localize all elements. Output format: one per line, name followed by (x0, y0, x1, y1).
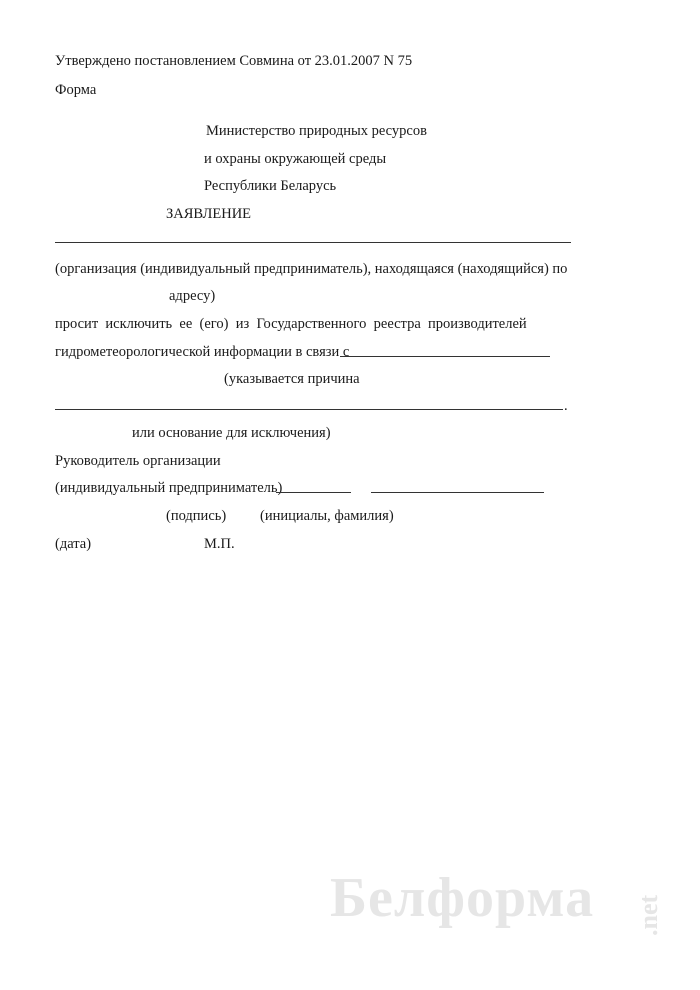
document-title: ЗАЯВЛЕНИЕ (166, 206, 252, 222)
name-fill-line[interactable] (371, 492, 544, 493)
reason-fill-line-inline[interactable] (340, 356, 550, 357)
signature-fill-line[interactable] (276, 492, 351, 493)
organization-hint: (организация (индивидуальный предприниматель), находящаяся (находящийся) по (55, 261, 568, 277)
stamp-label: М.П. (204, 536, 235, 552)
request-line-2: гидрометеорологической информации в связи с (55, 344, 353, 360)
period-mark: . (564, 398, 568, 414)
form-label: Форма (55, 82, 97, 98)
addressee-line-1: Министерство природных ресурсов (206, 123, 427, 139)
date-hint: (дата) (55, 536, 92, 552)
name-hint: (инициалы, фамилия) (260, 508, 394, 524)
addressee-line-2: и охраны окружающей среды (204, 151, 387, 167)
head-label: Руководитель организации (55, 453, 221, 469)
approval-line: Утверждено постановлением Совмина от 23.01.2007 N 75 (55, 53, 413, 69)
watermark-logo: Белформа (330, 867, 595, 929)
entrepreneur-label: (индивидуальный предприниматель) (55, 480, 286, 496)
address-hint: адресу) (169, 288, 216, 304)
addressee-line-3: Республики Беларусь (204, 178, 337, 194)
basis-hint: или основание для исключения) (132, 425, 331, 441)
reason-hint: (указывается причина (224, 371, 360, 387)
signature-hint: (подпись) (166, 508, 227, 524)
organization-fill-line[interactable] (55, 242, 571, 243)
reason-fill-line[interactable] (55, 409, 563, 410)
watermark-suffix: .net (634, 894, 663, 936)
request-line-1: просит исключить ее (его) из Государственного реестра производителей (55, 316, 527, 332)
